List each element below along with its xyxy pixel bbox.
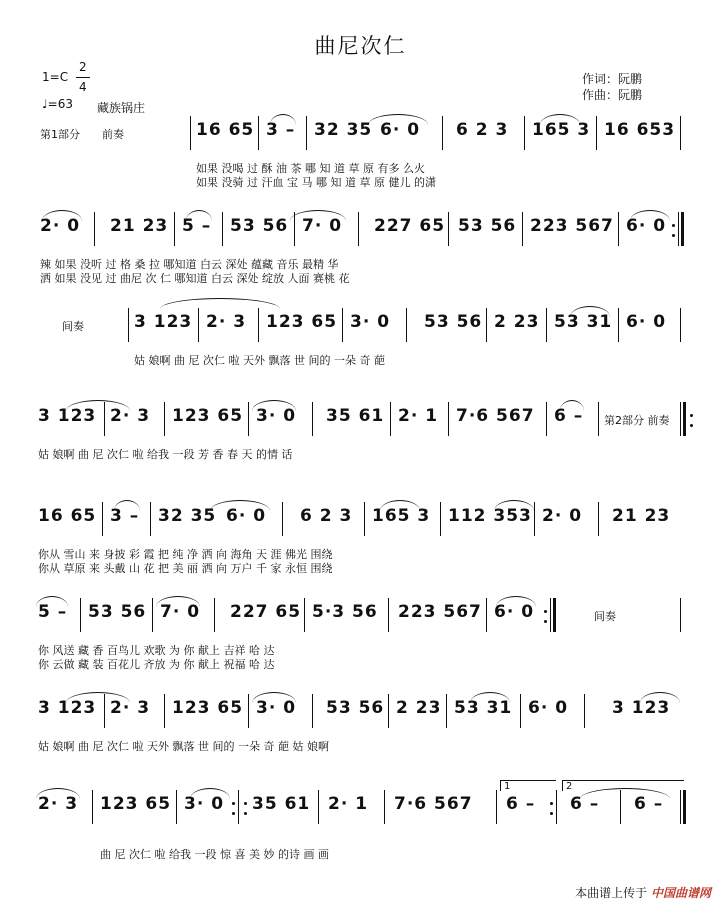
notation-line [0,208,721,248]
notes: 32 35 [314,120,373,140]
notes: 6 2 3 [300,506,353,526]
lyrics: 辣 如果 没听 过 格 桑 拉 哪知道 白云 深处 蕴藏 音乐 最精 华 [40,258,339,271]
key-signature [42,70,68,84]
barline [174,212,175,246]
barline [524,116,525,150]
tie [270,114,296,125]
notes: 2· 3 [110,406,151,426]
barline [214,598,215,632]
barline [680,116,681,150]
barline [102,502,103,536]
repeat-dot [544,610,547,613]
notes: 6 – [570,794,600,814]
notes: 35 61 [326,406,385,426]
notes: 3 – [266,120,296,140]
repeat-dot [244,812,247,815]
barline [248,694,249,728]
barline [282,502,283,536]
lyricist: 作词：阮鹏 [582,72,643,86]
notes: 6· 0 [380,120,421,140]
tie [190,788,230,799]
lyric-line [0,160,721,174]
tie [36,788,80,799]
tie [114,500,140,511]
tie [580,788,670,799]
repeat-dot [544,620,547,623]
final-barline [681,212,684,246]
repeat-dot [672,234,675,237]
notes: 5·3 56 [312,602,378,622]
notes: 6 2 3 [456,120,509,140]
score-system-2 [0,208,721,288]
lyrics: 姑 娘啊 曲 尼 次仁 啦 天外 飘落 世 间的 一朵 奇 葩 [134,354,385,367]
barline [486,598,487,632]
notes: 2· 1 [398,406,439,426]
notes: 123 65 [172,406,244,426]
barline [222,212,223,246]
time-signature-top: 2 [79,60,87,74]
barline [550,598,551,632]
notation-line [0,690,721,730]
tie [36,596,68,607]
notes: 123 65 [100,794,172,814]
barline [534,502,535,536]
notes: 2· 3 [110,698,151,718]
repeat-dot [690,424,693,427]
notes: 53 56 [424,312,483,332]
notes: 2· 0 [542,506,583,526]
notes: 2· 1 [328,794,369,814]
barline [238,790,239,824]
lyric-line [0,560,721,574]
lyric-line [0,846,721,860]
barline [312,402,313,436]
barline [388,598,389,632]
notes: 227 65 [374,216,446,236]
notes: 7· 0 [160,602,201,622]
tie [160,298,280,309]
barline [618,212,619,246]
notation-line [0,398,721,438]
notes: 6 – [634,794,664,814]
notes: 2· 3 [206,312,247,332]
barline [164,402,165,436]
time-signature-bottom: 4 [79,80,87,94]
barline [190,116,191,150]
barline [440,502,441,536]
repeat-dot [550,802,553,805]
repeat-dot [550,812,553,815]
lyrics: 你从 雪山 来 身披 彩 霞 把 纯 净 洒 向 海角 天 涯 佛光 围绕 [38,548,333,561]
composer: 作曲：阮鹏 [582,88,643,102]
notes: 6· 0 [626,216,667,236]
barline [680,598,681,632]
barline [358,212,359,246]
barline [546,308,547,342]
notes: 6· 0 [528,698,569,718]
lyric-line [0,352,721,366]
barline [258,308,259,342]
notes: 3 – [110,506,140,526]
barline [598,402,599,436]
tie [252,400,296,411]
quarter-note-icon: ♩ [42,97,48,111]
notes: 3· 0 [350,312,391,332]
lyrics: 姑 娘啊 曲 尼 次仁 啦 天外 飘落 世 间的 一朵 奇 葩 姑 娘啊 [38,740,329,753]
notation-line [0,112,721,152]
lyric-line [0,642,721,656]
tie [630,210,670,221]
barline [248,402,249,436]
repeat-start-barline [683,402,686,436]
barline [680,308,681,342]
notes: 3· 0 [184,794,225,814]
tie [494,500,534,511]
repeat-dot [244,802,247,805]
barline [304,598,305,632]
barline [390,402,391,436]
lyric-line [0,546,721,560]
lyrics: 如果 没骑 过 汗血 宝 马 哪 知 道 草 原 健儿 的潇 [196,176,436,189]
notes: 6· 0 [494,602,535,622]
barline [92,790,93,824]
barline [618,308,619,342]
barline [520,694,521,728]
notes: 223 567 [398,602,482,622]
score-system-4 [0,398,721,468]
lyrics: 洒 如果 没见 过 曲尼 次 仁 哪知道 白云 深处 绽放 人面 赛桃 花 [40,272,350,285]
barline [94,212,95,246]
notes: 227 65 [230,602,302,622]
notes: 2· 3 [38,794,79,814]
tie [368,114,428,125]
barline [388,694,389,728]
barline [448,212,449,246]
notes: 53 31 [554,312,613,332]
barline [678,212,679,246]
notes: 2 23 [396,698,442,718]
notes: 5 – [182,216,212,236]
barline [258,116,259,150]
barline [596,116,597,150]
notes: 3 123 [38,406,97,426]
barline [384,790,385,824]
barline [150,502,151,536]
tie [640,692,680,703]
barline [164,694,165,728]
barline [448,402,449,436]
tie [156,596,200,607]
lyric-line [0,656,721,670]
site-logo: 中国曲谱网 [650,886,711,900]
notes: 35 61 [252,794,311,814]
notes: 16 65 [38,506,97,526]
notes: 21 23 [612,506,671,526]
tie [210,500,270,511]
barline [80,598,81,632]
notes: 2· 0 [40,216,81,236]
notes: 7·6 567 [394,794,473,814]
notation-line [0,594,721,634]
notes: 3 123 [38,698,97,718]
barline [342,308,343,342]
section-label: 间奏 [62,320,84,333]
notes: 5 – [38,602,68,622]
notes: 123 65 [172,698,244,718]
notes: 7· 0 [302,216,343,236]
lyrics: 你 云做 藏 装 百花儿 齐放 为 你 献上 祝福 哈 达 [38,658,275,671]
barline [486,308,487,342]
notes: 6 – [506,794,536,814]
tie [66,692,130,703]
barline [680,402,681,436]
notes: 165 3 [372,506,431,526]
lyric-line [0,174,721,188]
lyrics: 你从 草原 来 头戴 山 花 把 美 丽 洒 向 万户 千 家 永恒 围绕 [38,562,333,575]
lyrics: 曲 尼 次仁 啦 给我 一段 惊 喜 美 妙 的诗 画 画 [100,848,329,861]
notes: 53 56 [230,216,289,236]
score-system-3 [0,304,721,374]
tie [290,210,346,221]
notes: 2 23 [494,312,540,332]
score-system-5 [0,498,721,578]
barline [176,790,177,824]
notes: 6· 0 [226,506,267,526]
lyric-line [0,446,721,460]
volta-number: 2 [566,781,573,792]
section-label: 间奏 [594,610,616,623]
repeat-dot [232,812,235,815]
notes: 165 3 [532,120,591,140]
barline [406,308,407,342]
lyrics: 你 风送 藏 香 百鸟儿 欢歌 为 你 献上 吉祥 哈 达 [38,644,275,657]
notes: 3 123 [612,698,671,718]
notes: 112 353 [448,506,532,526]
tie [540,114,580,125]
tie [186,210,212,221]
time-signature-divider [76,77,90,78]
barline [680,790,681,824]
repeat-dot [672,224,675,227]
style-label: 藏族锅庄 [97,101,146,115]
barline [584,694,585,728]
score-system-1 [0,112,721,192]
repeat-dot [232,802,235,805]
tie [560,400,584,411]
barline [446,694,447,728]
score-system-8 [0,781,721,861]
barline [306,116,307,150]
tie [380,500,420,511]
lyric-line [0,256,721,270]
tie [570,306,610,317]
tie [66,400,130,411]
tie [252,692,296,703]
notes: 16 653 [604,120,676,140]
tempo-value: =63 [47,97,73,111]
section-label: 第2部分 前奏 [604,414,670,427]
barline [556,790,557,824]
notes: 223 567 [530,216,614,236]
notes: 53 56 [326,698,385,718]
key-label: 1=C [42,70,69,84]
notes: 3· 0 [256,698,297,718]
section-label: 第1部分 前奏 [40,128,124,141]
notes: 16 65 [196,120,255,140]
notation-line [0,498,721,538]
barline [198,308,199,342]
notes: 21 23 [110,216,169,236]
barline [522,212,523,246]
footer-text: 本曲谱上传于 [575,886,648,900]
barline [442,116,443,150]
notes: 53 56 [458,216,517,236]
notes: 123 65 [266,312,338,332]
notes: 53 56 [88,602,147,622]
song-title: 曲尼次仁 [314,34,407,58]
notes: 6 – [554,406,584,426]
final-barline [553,598,556,632]
tie [470,692,510,703]
lyric-line [0,738,721,752]
repeat-dot [690,414,693,417]
tie [42,210,82,221]
barline [318,790,319,824]
barline [152,598,153,632]
lyric-line [0,270,721,284]
notes: 53 31 [454,698,513,718]
watermark-footer [575,884,711,901]
tie [496,596,536,607]
lyrics: 姑 娘啊 曲 尼 次仁 啦 给我 一段 芳 香 春 天 的情 话 [38,448,293,461]
final-barline [683,790,686,824]
notation-line [0,304,721,344]
notes: 3· 0 [256,406,297,426]
barline [364,502,365,536]
notes: 7·6 567 [456,406,535,426]
barline [598,502,599,536]
score-system-6 [0,594,721,674]
score-system-7 [0,690,721,760]
lyrics: 如果 没喝 过 酥 油 茶 哪 知 道 草 原 有多 么火 [196,162,425,175]
barline [496,790,497,824]
barline [546,402,547,436]
notes: 3 123 [134,312,193,332]
notes: 32 35 [158,506,217,526]
volta-number: 1 [504,781,511,792]
barline [128,308,129,342]
tempo-marking [42,97,73,111]
notes: 6· 0 [626,312,667,332]
barline [312,694,313,728]
notation-line [0,786,721,826]
